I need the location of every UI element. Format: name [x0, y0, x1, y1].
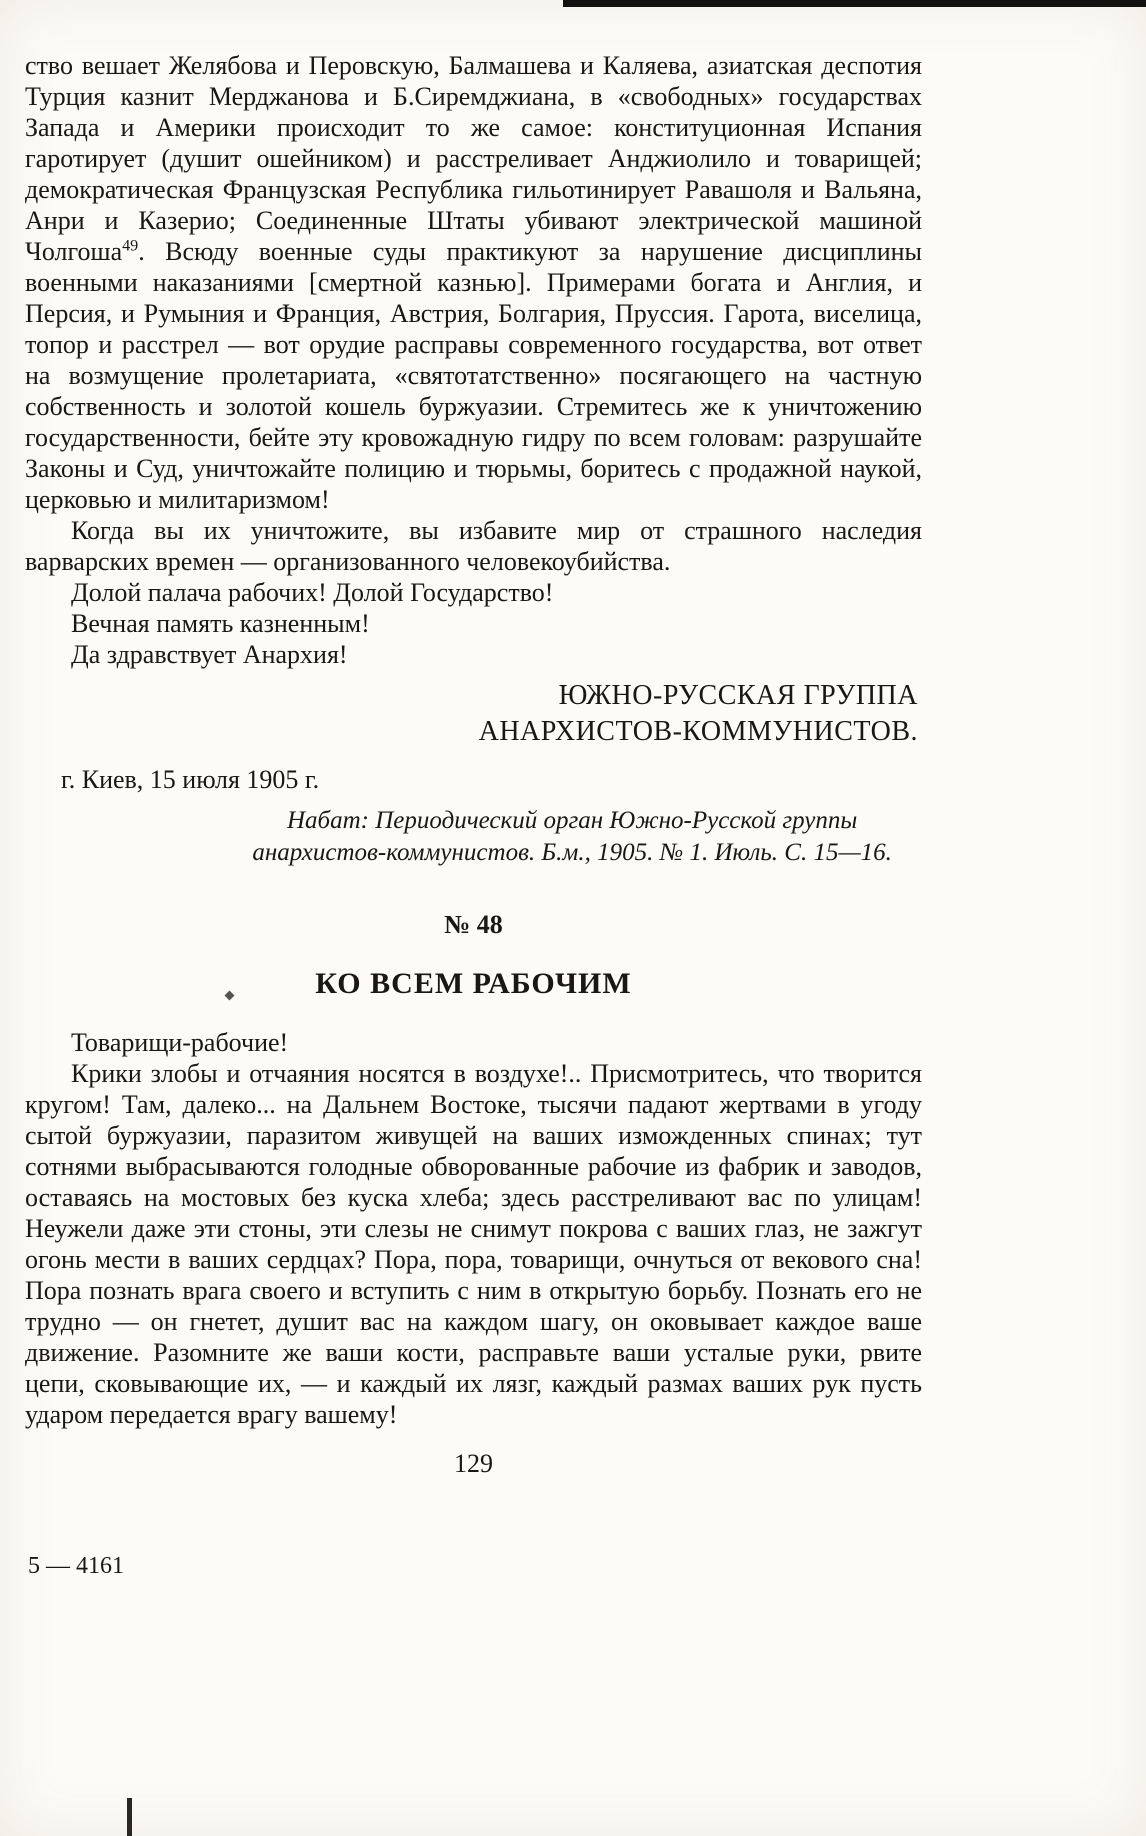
- scan-artifact-bottom-tick: [127, 1798, 132, 1836]
- body-paragraph: Крики злобы и отчаяния носятся в воздухе!.. Присмотритесь, что творится кругом! Там, далеко... на Дальнем Востоке, тысячи падают жертвами в угоду сытой буржуазии, паразитом живущей на ваших изможденных спинах; тут сотнями выбрасываются голодные обворованные рабочие из фабрик и заводов, оставаясь на мостовых без куска хлеба; здесь расстреливают вас по улицам! Неужели даже эти стоны, эти слезы не снимут покрова с ваших глаз, не зажгут огонь мести в ваших сердцах? Пора, пора, товарищи, очнуться от векового сна! Пора познать врага своего и вступить с ним в открытую борьбу. Познать его не трудно — он гнетет, душит вас на каждом шагу, он оковывает каждое ваше движение. Разомните же ваши кости, расправьте ваши усталые руки, рвите цепи, сковывающие их, — и каждый их лязг, каждый размах ваших рук пусть ударом передается врагу вашему!: [25, 1058, 922, 1429]
- signature-block: [25, 678, 922, 750]
- slogan-line: Да здравствует Анархия!: [71, 640, 348, 669]
- source-citation: Набат: Периодический орган Южно-Русской группы анархистов-коммунистов. Б.м., 1905. № 1. Июль. С. 15—16.: [252, 807, 892, 866]
- paragraph-text: ство вешает Желябова и Перовскую, Балмашева и Каляева, азиатская деспотия Турция казнит Мерджанова и Б.Сиремджиана, в «свободных» государствах Запада и Америки происходит то же самое: конституционная Испания гаротирует (душит ошейником) и расстреливает Анджиолило и товарищей; демократическая Французская Республика гильотинирует Равашоля и Вальяна, Анри и Казерио; Соединенные Штаты убивают электрической машиной Чолгоша: [25, 51, 922, 266]
- continuation-paragraph: [25, 50, 922, 515]
- signature-line: ЮЖНО-РУССКАЯ ГРУППА: [558, 680, 918, 711]
- slogan-line: Вечная память казненным!: [71, 609, 370, 638]
- salutation: Товарищи-рабочие!: [71, 1027, 289, 1057]
- document-number-heading: № 48: [444, 910, 503, 939]
- text-block: [25, 50, 922, 1479]
- page-number: 129: [454, 1448, 493, 1478]
- signature-line: АНАРХИСТОВ-КОММУНИСТОВ.: [478, 716, 918, 747]
- closing-paragraph: Когда вы их уничтожите, вы избавите мир от страшного наследия варварских времен — организованного человекоубийства.: [25, 516, 922, 576]
- slogan-line: Долой палача рабочих! Долой Государство!: [71, 578, 554, 607]
- document-title-heading: КО ВСЕМ РАБОЧИМ: [315, 967, 632, 1000]
- paragraph-text: . Всюду военные суды практикуют за нарушение дисциплины военными наказаниями [смертной казнью]. Примерами богата и Англия, и Персия, и Румыния и Франция, Австрия, Болгария, Пруссия. Гарота, виселица, топор и расстрел — вот орудие расправы современного государства, вот ответ на возмущение пролетариата, «святотатственно» посягающего на частную собственность и золотой кошель буржуазии. Стремитесь же к уничтожению государственности, бейте эту кровожадную гидру по всем головам: разрушайте Законы и Суд, уничтожайте полицию и тюрьмы, боритесь с продажной наукой, церковью и милитаризмом!: [25, 237, 922, 514]
- footnote-marker: 49: [122, 237, 139, 255]
- scan-artifact-top-edge: [563, 0, 1146, 7]
- dateline: г. Киев, 15 июля 1905 г.: [61, 765, 320, 794]
- printer-signature-mark: 5 — 4161: [28, 1553, 124, 1579]
